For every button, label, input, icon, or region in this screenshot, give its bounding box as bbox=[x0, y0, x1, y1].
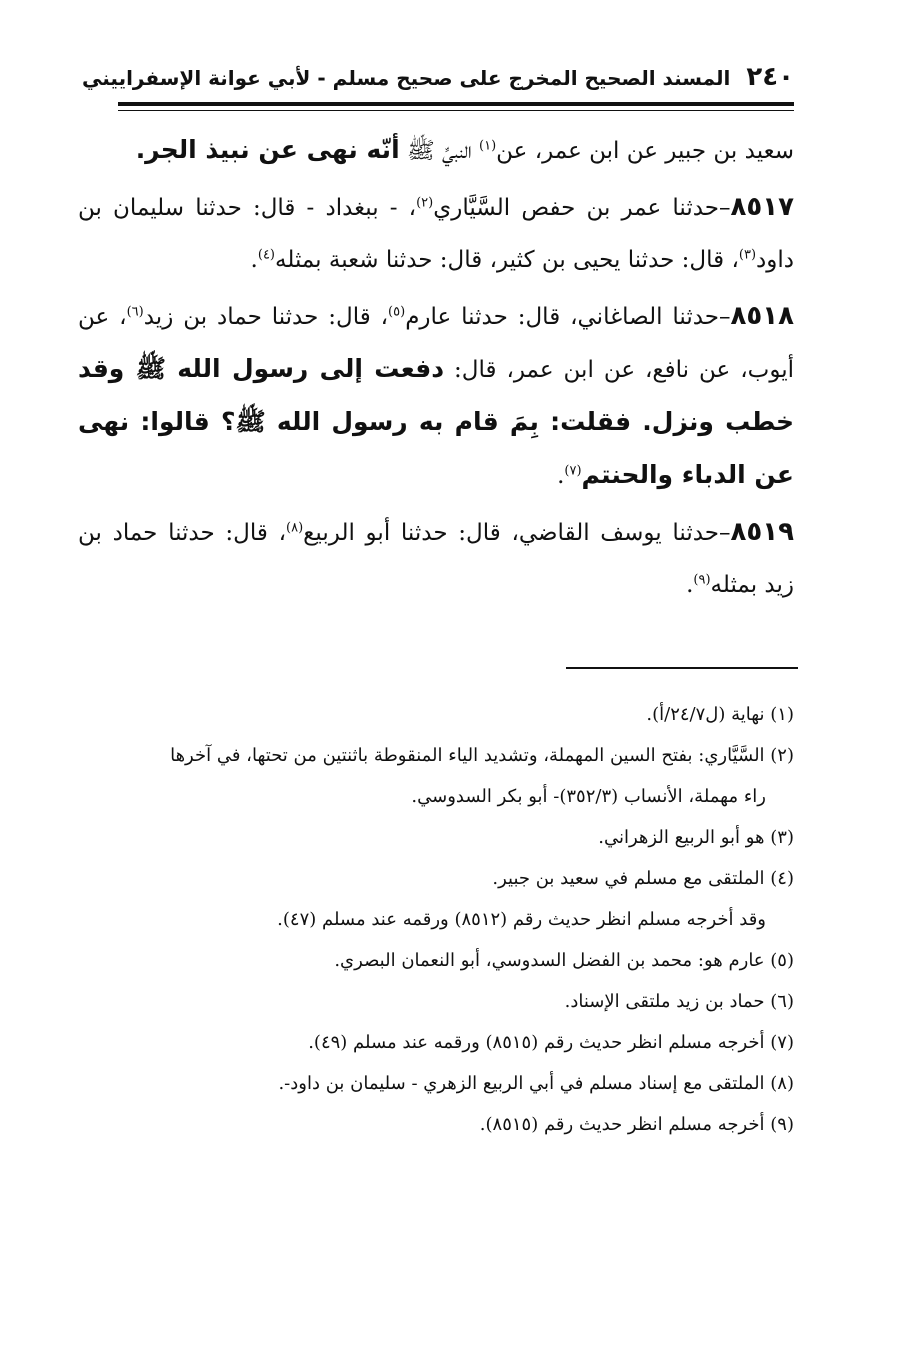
footnote-ref: (٥) bbox=[388, 304, 406, 320]
footnote-ref: (٣) bbox=[738, 247, 757, 263]
hadith-8519 bbox=[78, 506, 794, 611]
hadith-matn: أنّه نهى عن نبيذ الجر. bbox=[135, 135, 400, 164]
hadith-8517 bbox=[78, 181, 794, 286]
footnote-7: (٧) أخرجه مسلم انظر حديث رقم (٨٥١٥) ورقمه عند مسلم (٤٩). bbox=[308, 1032, 794, 1053]
running-header bbox=[82, 62, 794, 92]
footnotes bbox=[78, 694, 794, 1145]
hadith-number: ٨٥١٧ bbox=[730, 192, 794, 222]
footnote-separator bbox=[566, 667, 798, 669]
text-run: سعيد بن جبير عن ابن عمر، عن bbox=[496, 138, 794, 164]
text-run: . bbox=[557, 463, 565, 489]
hadith-number: ٨٥١٨ bbox=[730, 301, 795, 331]
hadith-text bbox=[78, 124, 794, 615]
header-rule-thin bbox=[118, 110, 794, 111]
footnote-ref: (١) bbox=[479, 138, 497, 154]
footnote-2: (٢) السَّيَّاري: بفتح السين المهملة، وتشديد الياء المنقوطة باثنتين من تحتها، في آخرها bbox=[170, 745, 794, 766]
footnote-9: (٩) أخرجه مسلم انظر حديث رقم (٨٥١٥). bbox=[479, 1114, 794, 1135]
hadith-8518 bbox=[78, 290, 794, 502]
footnote-3: (٣) هو أبو الربيع الزهراني. bbox=[598, 827, 794, 848]
text-run: –حدثنا الصاغاني، قال: حدثنا عارم bbox=[405, 304, 731, 330]
footnote-ref: (٦) bbox=[126, 304, 144, 320]
footnote-1: (١) نهاية (ل٢٤/٧/أ). bbox=[646, 704, 794, 725]
text-run: ، عن أيوب، عن نافع، عن ابن عمر، قال: bbox=[78, 304, 794, 383]
footnote-ref: (٩) bbox=[693, 572, 711, 588]
running-title: المسند الصحيح المخرج على صحيح مسلم - لأبي عوانة الإسفراييني bbox=[82, 66, 731, 90]
header-rule-thick bbox=[118, 102, 794, 106]
page-number: ٢٤٠ bbox=[746, 62, 794, 92]
footnote-8: (٨) الملتقى مع إسناد مسلم في أبي الربيع الزهري - سليمان بن داود-. bbox=[278, 1073, 794, 1094]
text-run: –حدثنا يوسف القاضي، قال: حدثنا أبو الربيع bbox=[303, 520, 731, 546]
footnote-ref: (٤) bbox=[257, 247, 275, 263]
footnote-2-continuation: راء مهملة، الأنساب (٣٥٢/٣)- أبو بكر السدوسي. bbox=[411, 786, 766, 807]
hadith-number: ٨٥١٩ bbox=[730, 517, 794, 547]
footnote-6: (٦) حماد بن زيد ملتقى الإسناد. bbox=[564, 991, 794, 1012]
text-run: ، قال: حدثنا حماد بن زيد بمثله bbox=[78, 520, 794, 598]
text-run: ، قال: حدثنا حماد بن زيد bbox=[143, 304, 389, 330]
hadith-matn: دفعت إلى رسول الله ﷺ وقد خطب ونزل. فقلت: بِمَ قام به رسول الله ﷺ؟ قالوا: نهى عن الدباء والحنتم bbox=[78, 354, 794, 489]
text-run: . bbox=[686, 572, 694, 598]
footnote-4-continuation: وقد أخرجه مسلم انظر حديث رقم (٨٥١٢) ورقمه عند مسلم (٤٧). bbox=[277, 909, 766, 930]
footnote-ref: (٢) bbox=[416, 195, 434, 211]
text-run: النبيِّ ﷺ bbox=[399, 138, 480, 164]
paragraph-continuation bbox=[78, 124, 794, 177]
text-run: ، قال: حدثنا يحيى بن كثير، قال: حدثنا شعبة بمثله bbox=[275, 247, 739, 273]
footnote-ref: (٨) bbox=[286, 520, 304, 536]
footnote-5: (٥) عارم هو: محمد بن الفضل السدوسي، أبو النعمان البصري. bbox=[334, 950, 794, 971]
footnote-ref: (٧) bbox=[564, 463, 582, 479]
text-run: . bbox=[250, 247, 258, 273]
text-run: –حدثنا عمر بن حفص السَّيَّاري bbox=[433, 195, 731, 221]
text-run: ، - ببغداد - قال: حدثنا سليمان بن داود bbox=[78, 195, 794, 273]
footnote-4: (٤) الملتقى مع مسلم في سعيد بن جبير. bbox=[492, 868, 794, 889]
